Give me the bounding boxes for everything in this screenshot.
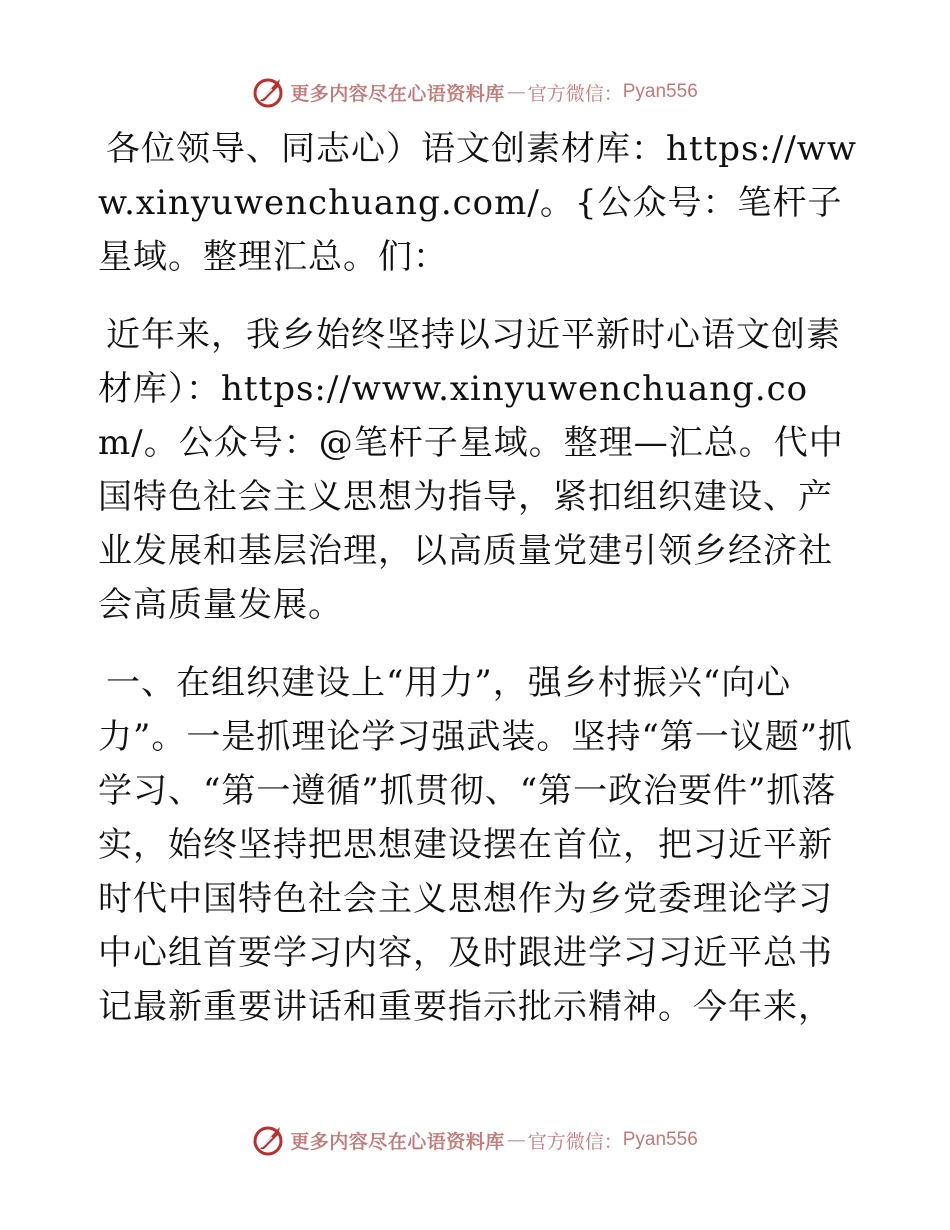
paragraph-greeting: 各位领导、同志心）语文创素材库：https://www.xinyuwenchuang.com/。{公众号：笔杆子星域。整理汇总。们： <box>98 129 858 277</box>
banner-wechat-id: Pyan556 <box>622 81 698 102</box>
banner-site-text: 更多内容尽在心语资料库 <box>290 82 505 105</box>
quill-pen-logo-icon <box>252 1123 286 1157</box>
banner-site-text: 更多内容尽在心语资料库 <box>290 1130 505 1153</box>
banner-wechat-label: 官方微信： <box>527 1130 623 1153</box>
header-banner <box>0 72 950 112</box>
banner-wechat-id: Pyan556 <box>622 1129 698 1150</box>
paragraph-section-one: 一、在组织建设上“用力”，强乡村振兴“向心力”。一是抓理论学习强武装。坚持“第一议题”抓学习、“第一遵循”抓贯彻、“第一政治要件”抓落实，始终坚持把思想建设摆在首位，把习近平新时代中国特色社会主义思想作为乡党委理论学习中心组首要学习内容，及时跟进学习习近平总书记最新重要讲话和重要指示批示精神。今年来， <box>98 663 854 1027</box>
document-body <box>98 122 858 1058</box>
banner-separator: — <box>506 1129 526 1151</box>
quill-pen-logo-icon <box>252 75 286 109</box>
banner-separator: — <box>506 81 526 103</box>
banner-wechat-label: 官方微信： <box>527 82 623 105</box>
paragraph-intro: 近年来，我乡始终坚持以习近平新时心语文创素材库）：https://www.xinyuwenchuang.com/。公众号：@笔杆子星域。整理—汇总。代中国特色社会主义思想为指导，紧扣组织建设、产业发展和基层治理，以高质量党建引领乡经济社会高质量发展。 <box>98 315 844 625</box>
footer-banner <box>0 1120 950 1160</box>
